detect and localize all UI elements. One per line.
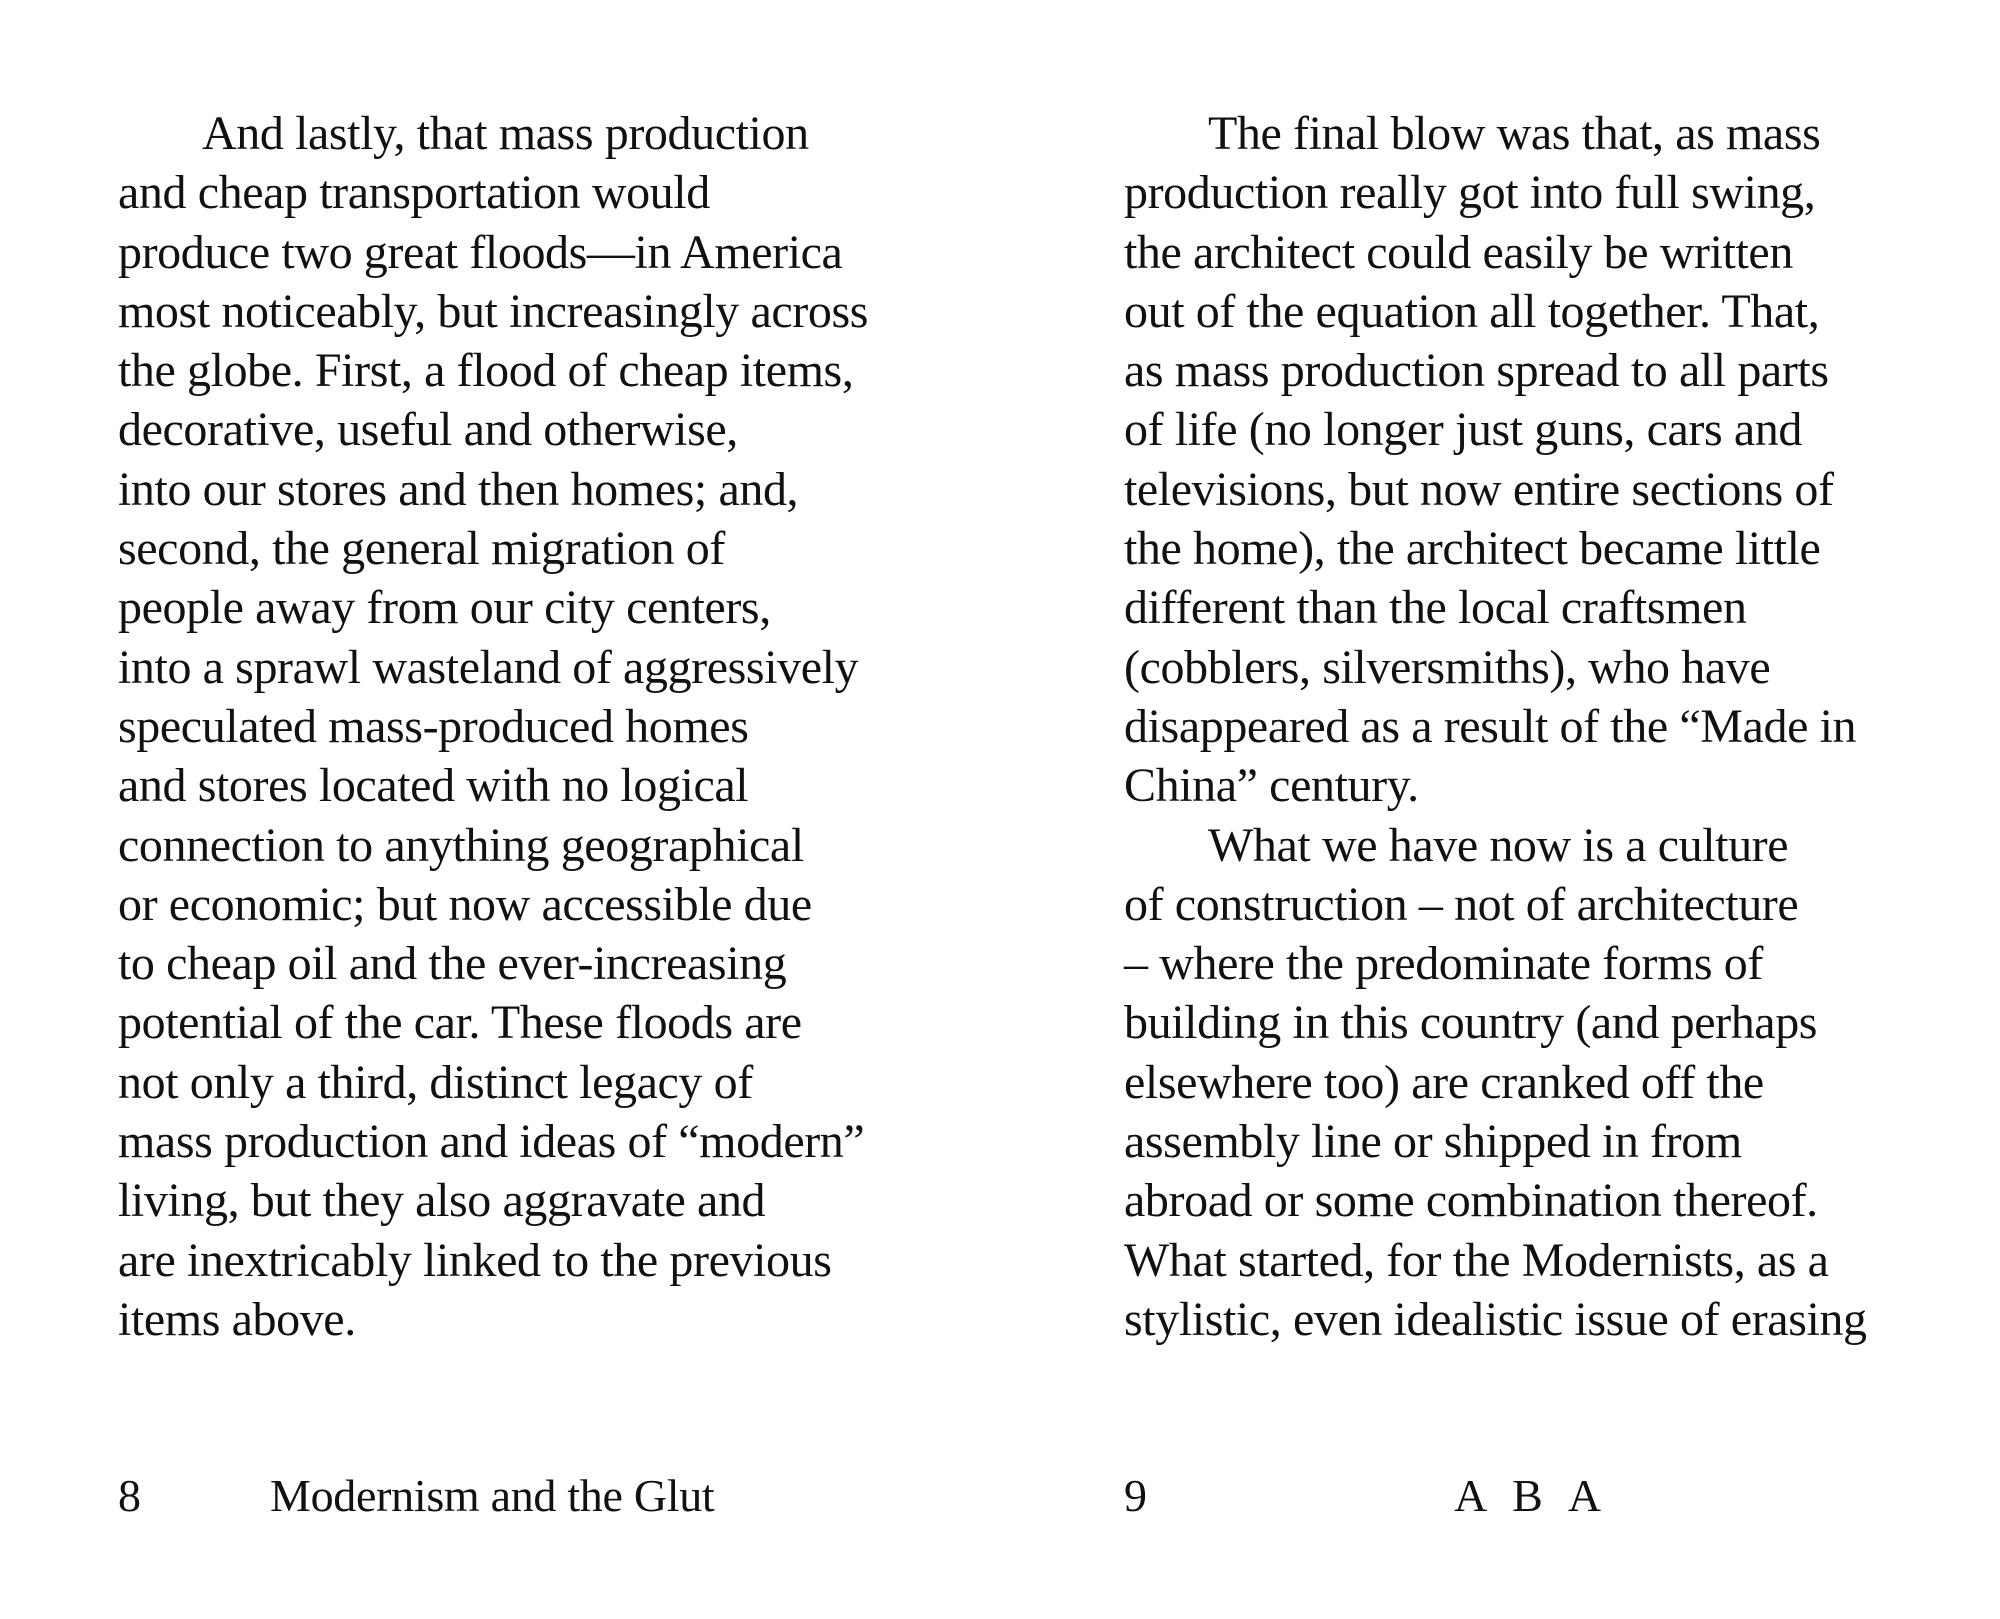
text-line: people away from our city centers, — [118, 581, 771, 635]
text-line: (cobblers, silversmiths), who have — [1124, 640, 1771, 694]
text-line: The final blow was that, as mass — [1208, 107, 1821, 160]
text-line: production really got into full swing, — [1124, 166, 1816, 220]
text-line: living, but they also aggravate and — [118, 1174, 766, 1228]
text-line: out of the equation all together. That, — [1124, 284, 1820, 338]
text-line: And lastly, that mass production — [202, 107, 809, 160]
text-line: or economic; but now accessible due — [118, 877, 812, 931]
text-line: abroad or some combination thereof. — [1124, 1174, 1818, 1228]
text-line: the architect could easily be written — [1124, 225, 1793, 279]
text-line: into a sprawl wasteland of aggressively — [118, 640, 859, 694]
text-line: mass production and ideas of “modern” — [118, 1115, 865, 1169]
text-line: items above. — [118, 1292, 356, 1346]
text-line: connection to anything geographical — [118, 818, 804, 872]
text-line: and cheap transportation would — [118, 166, 710, 220]
text-line: decorative, useful and otherwise, — [118, 403, 738, 457]
page-number: 9 — [1124, 1470, 1147, 1521]
running-title: Modernism and the Glut — [270, 1470, 715, 1521]
text-line: – where the predominate forms of — [1124, 937, 1763, 991]
text-line: to cheap oil and the ever-increasing — [118, 937, 787, 991]
text-line: the globe. First, a flood of cheap items, — [118, 344, 854, 398]
text-line: of life (no longer just guns, cars and — [1124, 403, 1802, 457]
text-line: disappeared as a result of the “Made in — [1124, 699, 1857, 753]
running-title: A B A — [1454, 1470, 1610, 1521]
text-line: What we have now is a culture — [1208, 818, 1789, 872]
text-line: different than the local craftsmen — [1124, 581, 1747, 635]
text-line: the home), the architect became little — [1124, 522, 1821, 576]
text-line: televisions, but now entire sections of — [1124, 462, 1834, 516]
left-body-text — [118, 104, 868, 1349]
text-line: as mass production spread to all parts — [1124, 344, 1829, 398]
text-line: of construction – not of architecture — [1124, 877, 1799, 931]
text-line: into our stores and then homes; and, — [118, 462, 799, 516]
text-line: not only a third, distinct legacy of — [118, 1055, 753, 1109]
text-line: produce two great floods—in America — [118, 225, 843, 279]
text-line: stylistic, even idealistic issue of erasing — [1124, 1292, 1867, 1346]
text-line: China” century. — [1124, 759, 1419, 813]
text-line: potential of the car. These floods are — [118, 996, 802, 1050]
text-line: building in this country (and perhaps — [1124, 996, 1818, 1050]
text-line: elsewhere too) are cranked off the — [1124, 1055, 1764, 1109]
right-page — [1000, 0, 2000, 1619]
right-body-text — [1124, 104, 1867, 1349]
text-line: and stores located with no logical — [118, 759, 749, 813]
text-line: are inextricably linked to the previous — [118, 1233, 832, 1287]
text-line: What started, for the Modernists, as a — [1124, 1233, 1829, 1287]
text-line: assembly line or shipped in from — [1124, 1115, 1742, 1169]
text-line: most noticeably, but increasingly across — [118, 284, 869, 338]
text-line: speculated mass-produced homes — [118, 699, 749, 753]
text-line: second, the general migration of — [118, 522, 725, 576]
page-number: 8 — [118, 1470, 141, 1521]
